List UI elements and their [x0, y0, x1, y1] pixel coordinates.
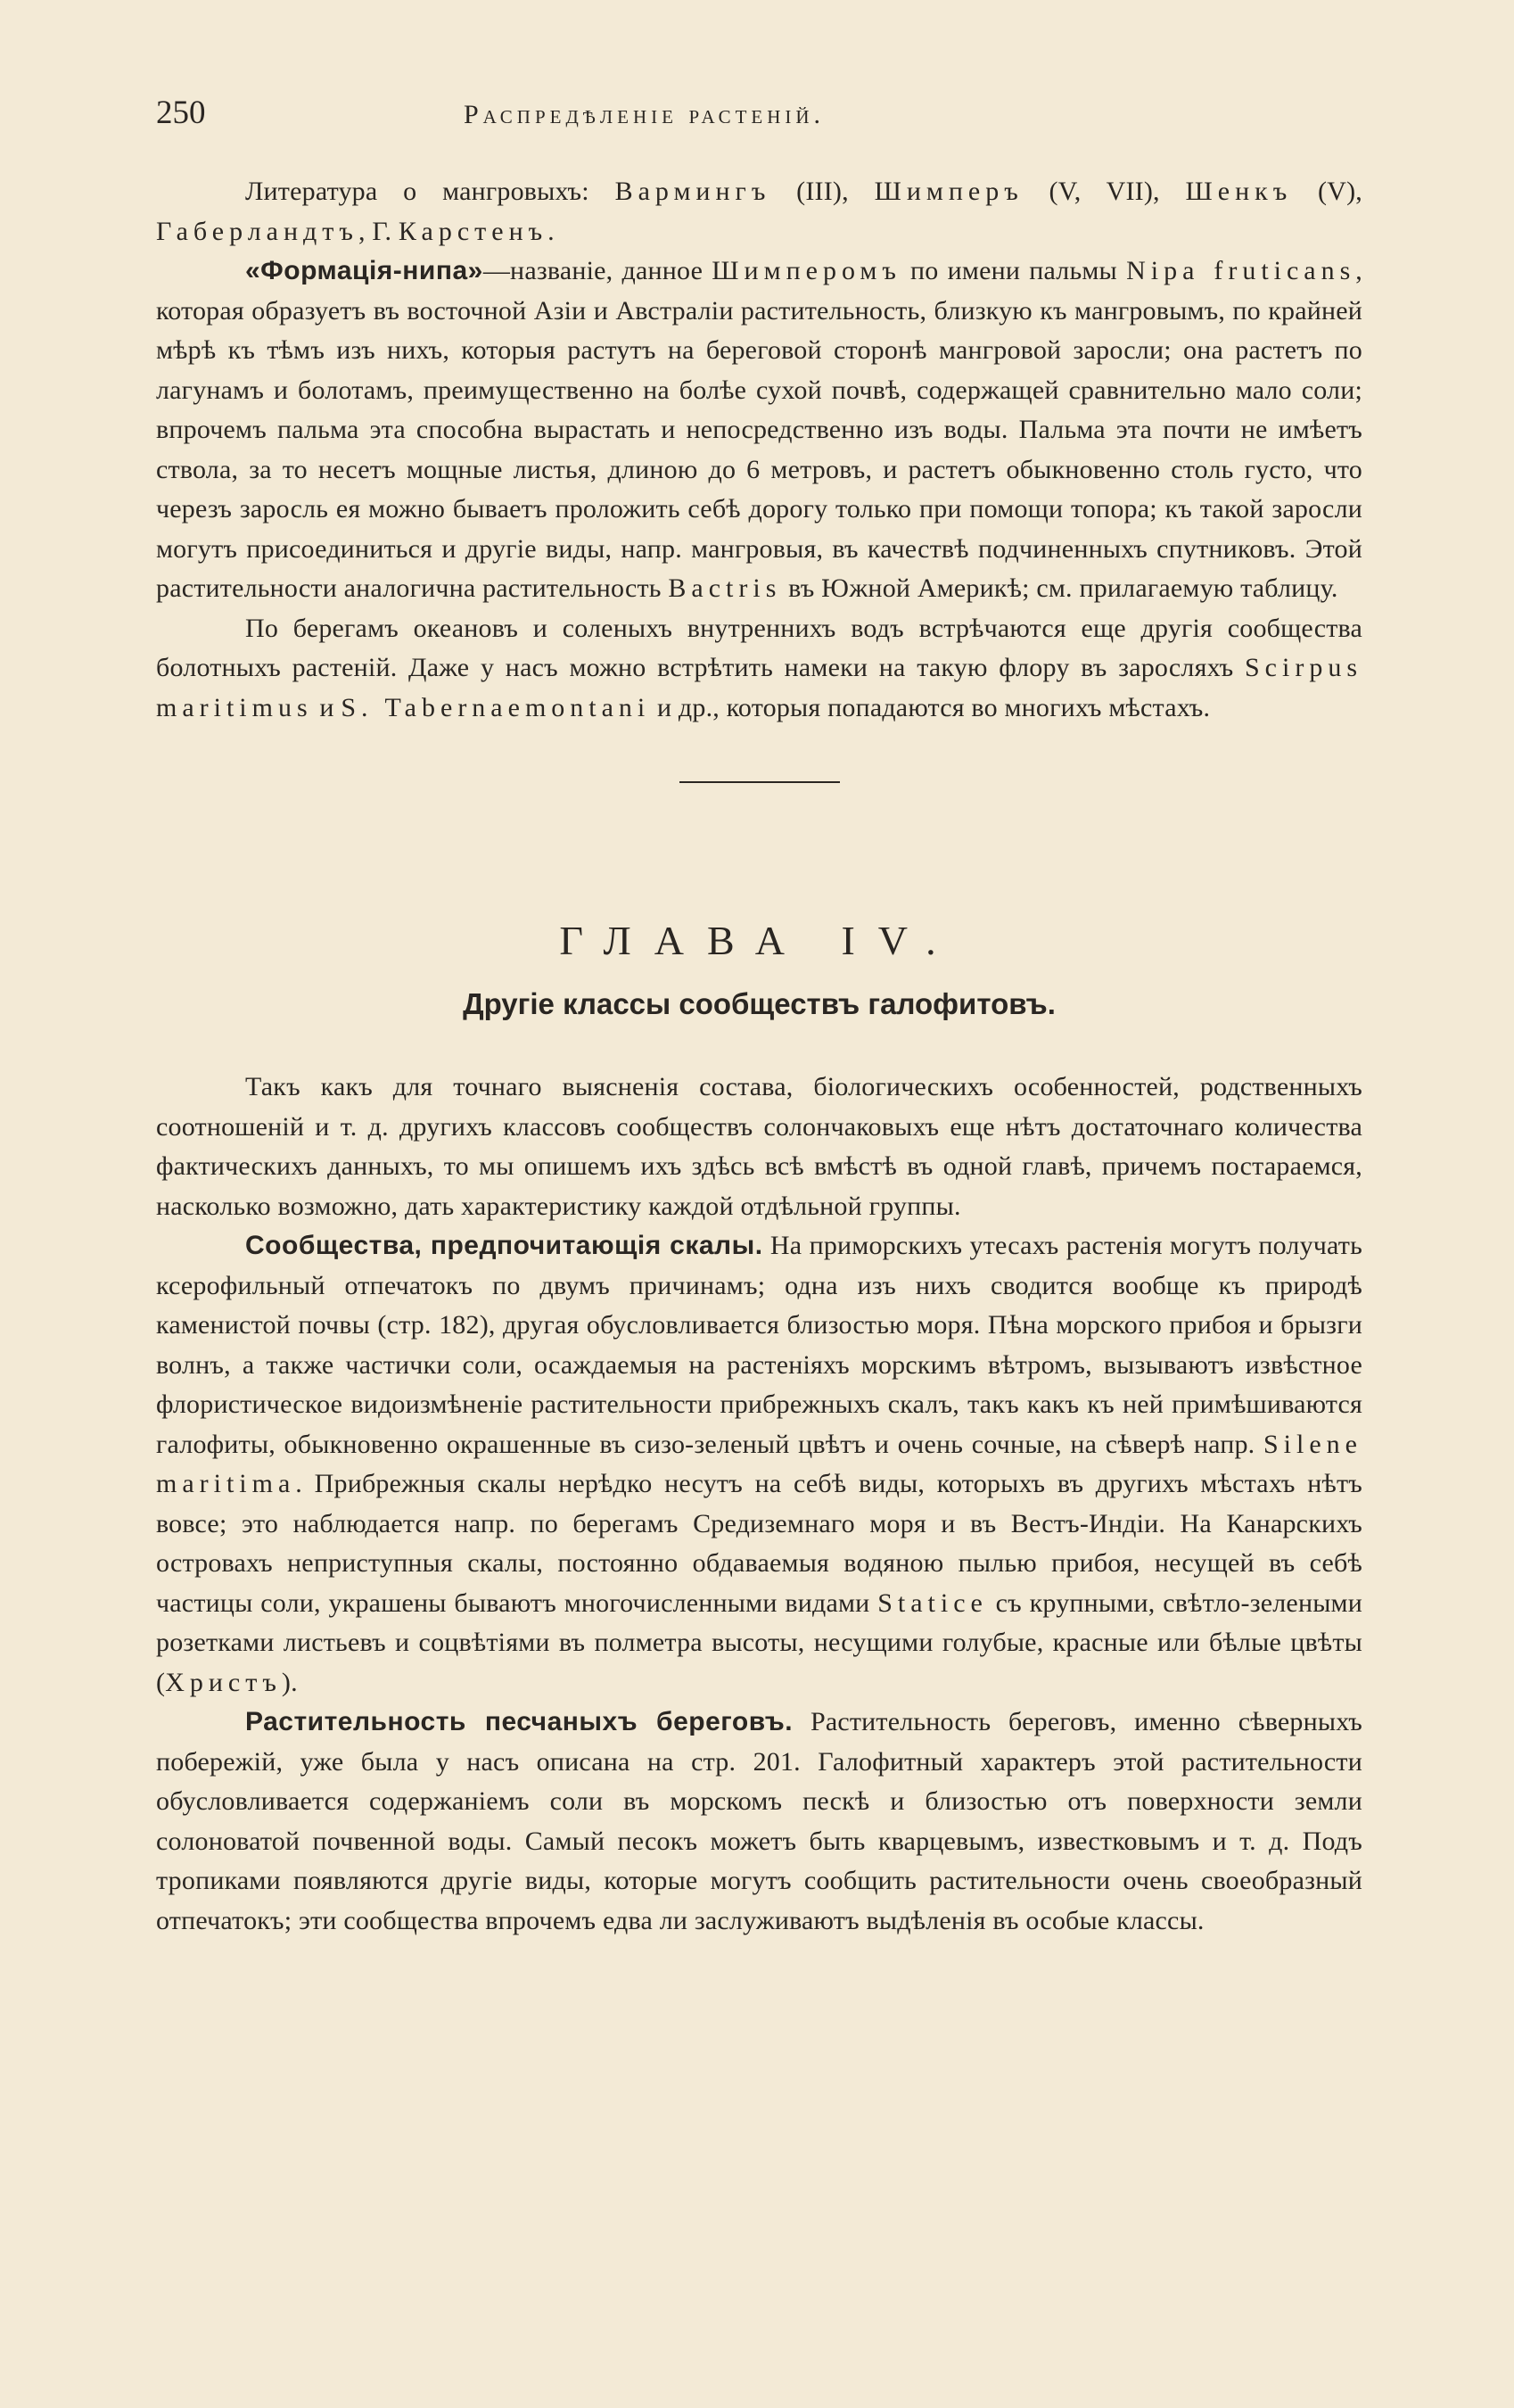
author-name: Шимперомъ	[712, 256, 901, 285]
chapter-subtitle: Другіе классы сообществъ галофитовъ.	[463, 987, 1056, 1020]
text-run: Растительность береговъ, именно сѣверныхъ побережій, уже была у насъ описана на стр. 201. Галофитный характеръ этой растительности обусловливается содержаніемъ соли въ морскомъ пескѣ и близостью отъ поверхности земли солоноватой почвенной воды. Самый песокъ можетъ быть кварцевымъ, известковымъ и т. д. Подъ тропиками появляются другіе виды, которые могутъ сообщить растительности очень своеобразный отпечатокъ; эти сообщества впрочемъ едва ли заслуживаютъ выдѣленія въ особые классы.	[156, 1707, 1362, 1935]
text-run: .	[547, 216, 555, 246]
text-run: Литература о мангровыхъ:	[245, 177, 615, 206]
paragraph-marsh	[156, 609, 1362, 729]
paragraph-literature	[156, 172, 1362, 252]
text-run: по имени пальмы	[901, 256, 1127, 285]
author-name: Шенкъ	[1185, 177, 1293, 206]
text-run: и	[312, 692, 341, 722]
chapter-title: ГЛАВА IV.	[559, 918, 959, 963]
author-name: Карстенъ	[398, 216, 548, 246]
paragraph-lead: Сообщества, предпочитающія скалы.	[245, 1231, 763, 1260]
text-run: —названіе, данное	[482, 256, 712, 285]
paragraph-lead: Растительность песчаныхъ береговъ.	[245, 1707, 794, 1736]
paragraph-lead: «Формація-нипа»	[245, 256, 483, 285]
text-run: (V, VII),	[1023, 177, 1186, 206]
text-run: (III),	[770, 177, 875, 206]
text-run: (V),	[1292, 177, 1362, 206]
running-head	[156, 94, 1362, 136]
taxon-name: Silene maritima	[156, 1429, 1362, 1498]
taxon-name: Bactris	[668, 573, 782, 603]
paragraph-rocks	[156, 1226, 1362, 1703]
section-mangrove	[156, 172, 1362, 728]
taxon-name: Statice	[877, 1587, 988, 1618]
text-run: въ Южной Америкѣ; см. прилагаемую таблицу.	[781, 573, 1338, 603]
section-divider	[679, 781, 840, 783]
paragraph-sand-shores	[156, 1703, 1362, 1941]
taxon-name: Scirpus maritimus	[156, 653, 1362, 722]
text-run: На приморскихъ утесахъ растенія могутъ получать ксерофильный отпечатокъ по двумъ причинамъ; одна изъ нихъ сводится вообще къ природѣ каменистой почвы (стр. 182), другая обусловливается близостью моря. Пѣна морского прибоя и брызги волнъ, а также частички соли, осаждаемыя на растеніяхъ морскимъ вѣтромъ, вызываютъ извѣстное флористическое видоизмѣненіе растительности прибрежныхъ скалъ, такъ какъ къ ней примѣшиваются галофиты, обыкновенно окрашенные въ сизо-зеленый цвѣтъ и очень сочные, на сѣверѣ напр.	[156, 1231, 1362, 1459]
taxon-name: S. Tabernaemontani	[341, 692, 651, 722]
paragraph-intro: Такъ какъ для точнаго выясненія состава, біологическихъ особенностей, родственныхъ соотношеній и т. д. другихъ классовъ сообществъ солончаковыхъ еще нѣтъ достаточнаго количества фактическихъ данныхъ, то мы опишемъ ихъ здѣсь всѣ вмѣстѣ въ одной главѣ, причемъ постараемся, насколько возможно, дать характеристику каждой отдѣльной группы.	[156, 1072, 1362, 1221]
text-run: , которая образуетъ въ восточной Азіи и Австраліи растительность, близкую къ мангровымъ, по крайней мѣрѣ къ тѣмъ изъ нихъ, которыя растутъ на береговой сторонѣ мангровой заросли; она растетъ по лагунамъ и болотамъ, преимущественно на болѣе сухой почвѣ, содержащей сравнительно мало соли; впрочемъ пальма эта способна вырастать и непосредственно изъ воды. Пальма эта почти не имѣетъ ствола, за то несетъ мощные листья, длиною до 6 метровъ, и растетъ обыкновенно столь густо, что черезъ заросль ея можно бываетъ проложить себѣ дорогу только при помощи топора; къ такой заросли могутъ присоединиться и другіе виды, напр. мангровыя, въ качествѣ подчиненныхъ спутниковъ. Этой растительности аналогична растительность	[156, 256, 1362, 603]
text-run: ).	[281, 1667, 298, 1697]
page-number: 250	[156, 95, 206, 131]
text-run: , Г.	[358, 216, 399, 246]
author-name: Вармингъ	[614, 177, 771, 206]
taxon-name: Nipa fruticans	[1126, 256, 1356, 285]
running-title: Распредѣленіе растеній.	[464, 100, 826, 129]
author-name: Габерландтъ	[156, 216, 358, 246]
text-run: и др., которыя попадаются во многихъ мѣстахъ.	[650, 692, 1211, 722]
text-run: По берегамъ океановъ и соленыхъ внутреннихъ водъ встрѣчаются еще другія сообщества болотныхъ растеній. Даже у насъ можно встрѣтить намеки на такую флору въ заросляхъ	[156, 613, 1362, 682]
author-name: Шимперъ	[874, 177, 1024, 206]
author-name: Христъ	[165, 1667, 282, 1697]
paragraph-nipa	[156, 252, 1362, 609]
text-run: съ крупными, свѣтло-зелеными розетками листьевъ и соцвѣтіями въ полметра высоты, несущими голубые, красные или бѣлые цвѣты (	[156, 1587, 1362, 1697]
section-halophytes	[156, 1068, 1362, 1941]
text-run: . Прибрежныя скалы нерѣдко несутъ на себѣ виды, которыхъ въ другихъ мѣстахъ нѣтъ вовсе; это наблюдается напр. по берегамъ Средиземнаго моря и въ Вестъ-Индіи. На Канарскихъ островахъ неприступныя скалы, постоянно обдаваемыя водяною пылью прибоя, несущей въ себѣ частицы соли, украшены бываютъ многочисленными видами	[156, 1469, 1362, 1618]
